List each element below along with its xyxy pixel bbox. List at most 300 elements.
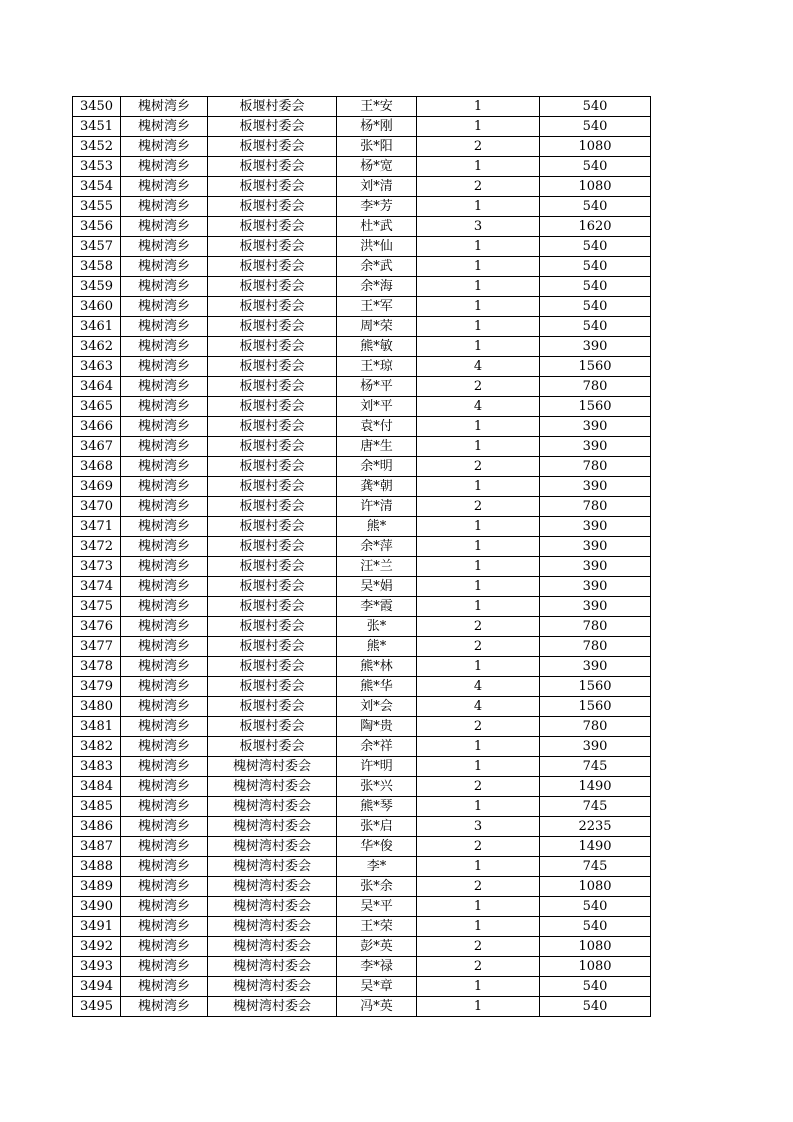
name-cell: 余*武 bbox=[337, 257, 417, 277]
village-committee-cell: 板堰村委会 bbox=[208, 437, 337, 457]
name-cell: 余*祥 bbox=[337, 737, 417, 757]
row-number-cell: 3467 bbox=[73, 437, 121, 457]
village-committee-cell: 板堰村委会 bbox=[208, 537, 337, 557]
amount-cell: 540 bbox=[540, 237, 651, 257]
amount-cell: 540 bbox=[540, 257, 651, 277]
township-cell: 槐树湾乡 bbox=[121, 877, 208, 897]
amount-cell: 780 bbox=[540, 617, 651, 637]
table-row bbox=[73, 217, 651, 237]
household-count-cell: 2 bbox=[417, 617, 540, 637]
amount-cell: 390 bbox=[540, 737, 651, 757]
village-committee-cell: 板堰村委会 bbox=[208, 217, 337, 237]
table-row bbox=[73, 97, 651, 117]
row-number-cell: 3475 bbox=[73, 597, 121, 617]
amount-cell: 390 bbox=[540, 537, 651, 557]
township-cell: 槐树湾乡 bbox=[121, 477, 208, 497]
table-row bbox=[73, 477, 651, 497]
township-cell: 槐树湾乡 bbox=[121, 377, 208, 397]
village-committee-cell: 槐树湾村委会 bbox=[208, 937, 337, 957]
name-cell: 许*明 bbox=[337, 757, 417, 777]
table-row bbox=[73, 897, 651, 917]
row-number-cell: 3488 bbox=[73, 857, 121, 877]
row-number-cell: 3479 bbox=[73, 677, 121, 697]
household-count-cell: 1 bbox=[417, 97, 540, 117]
amount-cell: 1080 bbox=[540, 877, 651, 897]
township-cell: 槐树湾乡 bbox=[121, 837, 208, 857]
household-count-cell: 3 bbox=[417, 217, 540, 237]
village-committee-cell: 板堰村委会 bbox=[208, 297, 337, 317]
amount-cell: 540 bbox=[540, 97, 651, 117]
amount-cell: 390 bbox=[540, 517, 651, 537]
amount-cell: 390 bbox=[540, 657, 651, 677]
name-cell: 余*海 bbox=[337, 277, 417, 297]
amount-cell: 1560 bbox=[540, 357, 651, 377]
name-cell: 吴*章 bbox=[337, 977, 417, 997]
table-row bbox=[73, 977, 651, 997]
name-cell: 刘*清 bbox=[337, 177, 417, 197]
amount-cell: 540 bbox=[540, 997, 651, 1017]
village-committee-cell: 槐树湾村委会 bbox=[208, 837, 337, 857]
village-committee-cell: 板堰村委会 bbox=[208, 337, 337, 357]
amount-cell: 540 bbox=[540, 317, 651, 337]
table-row bbox=[73, 117, 651, 137]
name-cell: 刘*平 bbox=[337, 397, 417, 417]
table-row bbox=[73, 197, 651, 217]
row-number-cell: 3471 bbox=[73, 517, 121, 537]
table-row bbox=[73, 257, 651, 277]
township-cell: 槐树湾乡 bbox=[121, 577, 208, 597]
household-count-cell: 1 bbox=[417, 157, 540, 177]
table-row bbox=[73, 597, 651, 617]
amount-cell: 540 bbox=[540, 117, 651, 137]
household-count-cell: 2 bbox=[417, 877, 540, 897]
table-row bbox=[73, 577, 651, 597]
name-cell: 杨*刚 bbox=[337, 117, 417, 137]
name-cell: 余*明 bbox=[337, 457, 417, 477]
township-cell: 槐树湾乡 bbox=[121, 217, 208, 237]
village-committee-cell: 板堰村委会 bbox=[208, 117, 337, 137]
amount-cell: 1620 bbox=[540, 217, 651, 237]
amount-cell: 540 bbox=[540, 157, 651, 177]
village-committee-cell: 板堰村委会 bbox=[208, 177, 337, 197]
amount-cell: 1560 bbox=[540, 677, 651, 697]
household-count-cell: 2 bbox=[417, 177, 540, 197]
name-cell: 熊*华 bbox=[337, 677, 417, 697]
township-cell: 槐树湾乡 bbox=[121, 957, 208, 977]
name-cell: 杨*宽 bbox=[337, 157, 417, 177]
amount-cell: 390 bbox=[540, 437, 651, 457]
name-cell: 华*俊 bbox=[337, 837, 417, 857]
household-count-cell: 4 bbox=[417, 397, 540, 417]
village-committee-cell: 板堰村委会 bbox=[208, 197, 337, 217]
village-committee-cell: 槐树湾村委会 bbox=[208, 897, 337, 917]
row-number-cell: 3476 bbox=[73, 617, 121, 637]
row-number-cell: 3472 bbox=[73, 537, 121, 557]
row-number-cell: 3481 bbox=[73, 717, 121, 737]
township-cell: 槐树湾乡 bbox=[121, 677, 208, 697]
amount-cell: 780 bbox=[540, 457, 651, 477]
township-cell: 槐树湾乡 bbox=[121, 337, 208, 357]
township-cell: 槐树湾乡 bbox=[121, 497, 208, 517]
name-cell: 杨*平 bbox=[337, 377, 417, 397]
village-committee-cell: 板堰村委会 bbox=[208, 397, 337, 417]
household-count-cell: 1 bbox=[417, 257, 540, 277]
table-row bbox=[73, 317, 651, 337]
township-cell: 槐树湾乡 bbox=[121, 117, 208, 137]
township-cell: 槐树湾乡 bbox=[121, 897, 208, 917]
table-row bbox=[73, 277, 651, 297]
table-row bbox=[73, 717, 651, 737]
name-cell: 吴*平 bbox=[337, 897, 417, 917]
name-cell: 李*霞 bbox=[337, 597, 417, 617]
township-cell: 槐树湾乡 bbox=[121, 137, 208, 157]
village-committee-cell: 板堰村委会 bbox=[208, 497, 337, 517]
township-cell: 槐树湾乡 bbox=[121, 697, 208, 717]
household-count-cell: 2 bbox=[417, 137, 540, 157]
table-row bbox=[73, 497, 651, 517]
township-cell: 槐树湾乡 bbox=[121, 777, 208, 797]
row-number-cell: 3469 bbox=[73, 477, 121, 497]
name-cell: 刘*会 bbox=[337, 697, 417, 717]
village-committee-cell: 板堰村委会 bbox=[208, 517, 337, 537]
household-count-cell: 1 bbox=[417, 997, 540, 1017]
village-committee-cell: 板堰村委会 bbox=[208, 737, 337, 757]
row-number-cell: 3480 bbox=[73, 697, 121, 717]
township-cell: 槐树湾乡 bbox=[121, 277, 208, 297]
village-committee-cell: 槐树湾村委会 bbox=[208, 957, 337, 977]
table-row bbox=[73, 437, 651, 457]
township-cell: 槐树湾乡 bbox=[121, 197, 208, 217]
township-cell: 槐树湾乡 bbox=[121, 557, 208, 577]
township-cell: 槐树湾乡 bbox=[121, 97, 208, 117]
township-cell: 槐树湾乡 bbox=[121, 617, 208, 637]
household-count-cell: 1 bbox=[417, 117, 540, 137]
household-count-cell: 1 bbox=[417, 277, 540, 297]
household-count-cell: 2 bbox=[417, 377, 540, 397]
row-number-cell: 3470 bbox=[73, 497, 121, 517]
village-committee-cell: 板堰村委会 bbox=[208, 157, 337, 177]
amount-cell: 780 bbox=[540, 637, 651, 657]
table-row bbox=[73, 997, 651, 1017]
amount-cell: 1080 bbox=[540, 137, 651, 157]
township-cell: 槐树湾乡 bbox=[121, 797, 208, 817]
amount-cell: 390 bbox=[540, 597, 651, 617]
township-cell: 槐树湾乡 bbox=[121, 857, 208, 877]
amount-cell: 745 bbox=[540, 757, 651, 777]
row-number-cell: 3458 bbox=[73, 257, 121, 277]
amount-cell: 745 bbox=[540, 857, 651, 877]
name-cell: 余*萍 bbox=[337, 537, 417, 557]
row-number-cell: 3459 bbox=[73, 277, 121, 297]
township-cell: 槐树湾乡 bbox=[121, 817, 208, 837]
amount-cell: 390 bbox=[540, 557, 651, 577]
roster-table-body bbox=[73, 97, 651, 1017]
household-count-cell: 1 bbox=[417, 537, 540, 557]
table-row bbox=[73, 297, 651, 317]
township-cell: 槐树湾乡 bbox=[121, 457, 208, 477]
name-cell: 张*启 bbox=[337, 817, 417, 837]
row-number-cell: 3460 bbox=[73, 297, 121, 317]
table-row bbox=[73, 837, 651, 857]
table-row bbox=[73, 157, 651, 177]
name-cell: 陶*贵 bbox=[337, 717, 417, 737]
row-number-cell: 3492 bbox=[73, 937, 121, 957]
row-number-cell: 3454 bbox=[73, 177, 121, 197]
table-row bbox=[73, 457, 651, 477]
name-cell: 王*安 bbox=[337, 97, 417, 117]
amount-cell: 540 bbox=[540, 297, 651, 317]
table-row bbox=[73, 857, 651, 877]
household-count-cell: 1 bbox=[417, 417, 540, 437]
village-committee-cell: 板堰村委会 bbox=[208, 277, 337, 297]
name-cell: 李* bbox=[337, 857, 417, 877]
household-count-cell: 1 bbox=[417, 197, 540, 217]
row-number-cell: 3462 bbox=[73, 337, 121, 357]
township-cell: 槐树湾乡 bbox=[121, 657, 208, 677]
name-cell: 冯*英 bbox=[337, 997, 417, 1017]
row-number-cell: 3477 bbox=[73, 637, 121, 657]
amount-cell: 390 bbox=[540, 577, 651, 597]
household-count-cell: 2 bbox=[417, 777, 540, 797]
table-row bbox=[73, 817, 651, 837]
table-row bbox=[73, 777, 651, 797]
village-committee-cell: 板堰村委会 bbox=[208, 637, 337, 657]
village-committee-cell: 板堰村委会 bbox=[208, 697, 337, 717]
township-cell: 槐树湾乡 bbox=[121, 357, 208, 377]
amount-cell: 1490 bbox=[540, 777, 651, 797]
table-row bbox=[73, 417, 651, 437]
amount-cell: 1080 bbox=[540, 937, 651, 957]
row-number-cell: 3494 bbox=[73, 977, 121, 997]
table-row bbox=[73, 177, 651, 197]
name-cell: 张*阳 bbox=[337, 137, 417, 157]
name-cell: 熊*敏 bbox=[337, 337, 417, 357]
row-number-cell: 3461 bbox=[73, 317, 121, 337]
amount-cell: 540 bbox=[540, 197, 651, 217]
table-row bbox=[73, 557, 651, 577]
village-committee-cell: 板堰村委会 bbox=[208, 417, 337, 437]
household-count-cell: 2 bbox=[417, 717, 540, 737]
village-committee-cell: 槐树湾村委会 bbox=[208, 917, 337, 937]
township-cell: 槐树湾乡 bbox=[121, 257, 208, 277]
amount-cell: 390 bbox=[540, 337, 651, 357]
name-cell: 汪*兰 bbox=[337, 557, 417, 577]
village-committee-cell: 槐树湾村委会 bbox=[208, 777, 337, 797]
township-cell: 槐树湾乡 bbox=[121, 397, 208, 417]
name-cell: 袁*付 bbox=[337, 417, 417, 437]
township-cell: 槐树湾乡 bbox=[121, 237, 208, 257]
village-committee-cell: 板堰村委会 bbox=[208, 597, 337, 617]
row-number-cell: 3473 bbox=[73, 557, 121, 577]
row-number-cell: 3489 bbox=[73, 877, 121, 897]
village-committee-cell: 板堰村委会 bbox=[208, 617, 337, 637]
table-row bbox=[73, 937, 651, 957]
village-committee-cell: 板堰村委会 bbox=[208, 477, 337, 497]
row-number-cell: 3482 bbox=[73, 737, 121, 757]
household-count-cell: 1 bbox=[417, 757, 540, 777]
household-count-cell: 1 bbox=[417, 517, 540, 537]
row-number-cell: 3486 bbox=[73, 817, 121, 837]
household-count-cell: 1 bbox=[417, 737, 540, 757]
township-cell: 槐树湾乡 bbox=[121, 757, 208, 777]
table-row bbox=[73, 657, 651, 677]
household-count-cell: 1 bbox=[417, 317, 540, 337]
name-cell: 张*余 bbox=[337, 877, 417, 897]
amount-cell: 1080 bbox=[540, 177, 651, 197]
village-committee-cell: 板堰村委会 bbox=[208, 137, 337, 157]
row-number-cell: 3483 bbox=[73, 757, 121, 777]
table-row bbox=[73, 877, 651, 897]
township-cell: 槐树湾乡 bbox=[121, 937, 208, 957]
village-committee-cell: 板堰村委会 bbox=[208, 457, 337, 477]
amount-cell: 540 bbox=[540, 977, 651, 997]
village-committee-cell: 板堰村委会 bbox=[208, 577, 337, 597]
row-number-cell: 3465 bbox=[73, 397, 121, 417]
name-cell: 王*军 bbox=[337, 297, 417, 317]
amount-cell: 1560 bbox=[540, 697, 651, 717]
amount-cell: 1490 bbox=[540, 837, 651, 857]
row-number-cell: 3485 bbox=[73, 797, 121, 817]
table-row bbox=[73, 357, 651, 377]
name-cell: 张*兴 bbox=[337, 777, 417, 797]
household-count-cell: 2 bbox=[417, 497, 540, 517]
village-committee-cell: 槐树湾村委会 bbox=[208, 757, 337, 777]
name-cell: 熊*林 bbox=[337, 657, 417, 677]
household-count-cell: 2 bbox=[417, 837, 540, 857]
row-number-cell: 3491 bbox=[73, 917, 121, 937]
household-count-cell: 1 bbox=[417, 337, 540, 357]
table-row bbox=[73, 797, 651, 817]
household-count-cell: 3 bbox=[417, 817, 540, 837]
village-committee-cell: 槐树湾村委会 bbox=[208, 817, 337, 837]
table-row bbox=[73, 397, 651, 417]
household-count-cell: 1 bbox=[417, 437, 540, 457]
amount-cell: 540 bbox=[540, 897, 651, 917]
amount-cell: 745 bbox=[540, 797, 651, 817]
township-cell: 槐树湾乡 bbox=[121, 637, 208, 657]
village-committee-cell: 槐树湾村委会 bbox=[208, 997, 337, 1017]
name-cell: 李*禄 bbox=[337, 957, 417, 977]
household-count-cell: 1 bbox=[417, 797, 540, 817]
row-number-cell: 3487 bbox=[73, 837, 121, 857]
row-number-cell: 3484 bbox=[73, 777, 121, 797]
amount-cell: 540 bbox=[540, 917, 651, 937]
table-row bbox=[73, 677, 651, 697]
row-number-cell: 3450 bbox=[73, 97, 121, 117]
row-number-cell: 3453 bbox=[73, 157, 121, 177]
township-cell: 槐树湾乡 bbox=[121, 317, 208, 337]
township-cell: 槐树湾乡 bbox=[121, 537, 208, 557]
township-cell: 槐树湾乡 bbox=[121, 917, 208, 937]
household-count-cell: 1 bbox=[417, 297, 540, 317]
household-count-cell: 4 bbox=[417, 677, 540, 697]
township-cell: 槐树湾乡 bbox=[121, 157, 208, 177]
row-number-cell: 3451 bbox=[73, 117, 121, 137]
name-cell: 彭*英 bbox=[337, 937, 417, 957]
household-count-cell: 1 bbox=[417, 977, 540, 997]
township-cell: 槐树湾乡 bbox=[121, 737, 208, 757]
row-number-cell: 3468 bbox=[73, 457, 121, 477]
name-cell: 唐*生 bbox=[337, 437, 417, 457]
township-cell: 槐树湾乡 bbox=[121, 437, 208, 457]
household-count-cell: 1 bbox=[417, 857, 540, 877]
name-cell: 吴*娟 bbox=[337, 577, 417, 597]
village-committee-cell: 槐树湾村委会 bbox=[208, 797, 337, 817]
table-row bbox=[73, 617, 651, 637]
village-committee-cell: 板堰村委会 bbox=[208, 677, 337, 697]
village-committee-cell: 槐树湾村委会 bbox=[208, 857, 337, 877]
name-cell: 张* bbox=[337, 617, 417, 637]
table-row bbox=[73, 337, 651, 357]
table-row bbox=[73, 517, 651, 537]
village-committee-cell: 板堰村委会 bbox=[208, 717, 337, 737]
village-committee-cell: 槐树湾村委会 bbox=[208, 977, 337, 997]
township-cell: 槐树湾乡 bbox=[121, 597, 208, 617]
household-count-cell: 2 bbox=[417, 457, 540, 477]
amount-cell: 780 bbox=[540, 497, 651, 517]
amount-cell: 2235 bbox=[540, 817, 651, 837]
name-cell: 熊* bbox=[337, 637, 417, 657]
row-number-cell: 3464 bbox=[73, 377, 121, 397]
row-number-cell: 3466 bbox=[73, 417, 121, 437]
household-count-cell: 4 bbox=[417, 697, 540, 717]
household-count-cell: 1 bbox=[417, 897, 540, 917]
amount-cell: 390 bbox=[540, 477, 651, 497]
row-number-cell: 3463 bbox=[73, 357, 121, 377]
row-number-cell: 3452 bbox=[73, 137, 121, 157]
table-row bbox=[73, 957, 651, 977]
village-committee-cell: 板堰村委会 bbox=[208, 317, 337, 337]
township-cell: 槐树湾乡 bbox=[121, 417, 208, 437]
roster-table bbox=[72, 96, 651, 1017]
table-row bbox=[73, 917, 651, 937]
table-row bbox=[73, 637, 651, 657]
village-committee-cell: 板堰村委会 bbox=[208, 237, 337, 257]
row-number-cell: 3474 bbox=[73, 577, 121, 597]
household-count-cell: 1 bbox=[417, 657, 540, 677]
amount-cell: 780 bbox=[540, 717, 651, 737]
table-row bbox=[73, 537, 651, 557]
amount-cell: 1080 bbox=[540, 957, 651, 977]
row-number-cell: 3456 bbox=[73, 217, 121, 237]
row-number-cell: 3493 bbox=[73, 957, 121, 977]
household-count-cell: 2 bbox=[417, 937, 540, 957]
amount-cell: 390 bbox=[540, 417, 651, 437]
amount-cell: 540 bbox=[540, 277, 651, 297]
table-row bbox=[73, 697, 651, 717]
village-committee-cell: 板堰村委会 bbox=[208, 97, 337, 117]
name-cell: 熊*琴 bbox=[337, 797, 417, 817]
village-committee-cell: 槐树湾村委会 bbox=[208, 877, 337, 897]
name-cell: 许*清 bbox=[337, 497, 417, 517]
household-count-cell: 2 bbox=[417, 637, 540, 657]
household-count-cell: 1 bbox=[417, 237, 540, 257]
row-number-cell: 3490 bbox=[73, 897, 121, 917]
row-number-cell: 3457 bbox=[73, 237, 121, 257]
township-cell: 槐树湾乡 bbox=[121, 717, 208, 737]
township-cell: 槐树湾乡 bbox=[121, 297, 208, 317]
household-count-cell: 2 bbox=[417, 957, 540, 977]
household-count-cell: 1 bbox=[417, 477, 540, 497]
name-cell: 洪*仙 bbox=[337, 237, 417, 257]
name-cell: 王*荣 bbox=[337, 917, 417, 937]
household-count-cell: 1 bbox=[417, 557, 540, 577]
row-number-cell: 3455 bbox=[73, 197, 121, 217]
household-count-cell: 1 bbox=[417, 917, 540, 937]
household-count-cell: 1 bbox=[417, 597, 540, 617]
amount-cell: 780 bbox=[540, 377, 651, 397]
village-committee-cell: 板堰村委会 bbox=[208, 357, 337, 377]
